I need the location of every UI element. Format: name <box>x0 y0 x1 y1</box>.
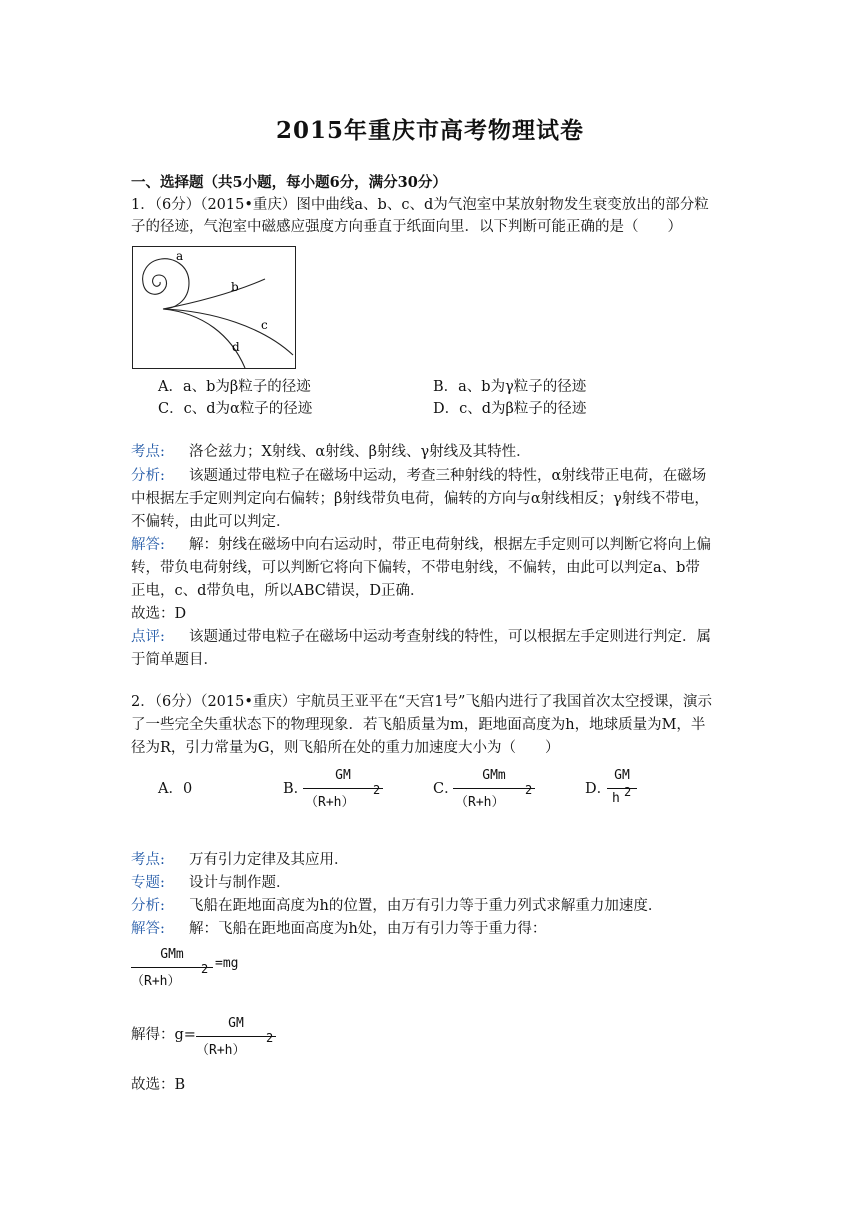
q1-option-d: D．c、d为β粒子的径迹 <box>433 401 587 417</box>
fraction-bar <box>453 788 535 789</box>
q1-figure <box>132 246 296 369</box>
q1-jieda-1 <box>131 534 711 556</box>
q2-fenxi-text: 飞船在距地面高度为h的位置，由万有引力等于重力列式求解重力加速度． <box>189 898 663 914</box>
q1-stem-line-2: 子的径迹，气泡室中磁感应强度方向垂直于纸面向里．以下判断可能正确的是（ ） <box>131 219 682 235</box>
fraction-bar <box>196 1036 276 1037</box>
q2-answer: 故选：B <box>131 1077 186 1093</box>
label-b: b <box>231 280 239 294</box>
q1-jieda-text-1: 解：射线在磁场中向右运动时，带正电荷射线，根据左手定则可以判断它将向上偏 <box>189 537 711 553</box>
fenxi-tag: 分析: <box>131 468 165 484</box>
jieda-tag: 解答: <box>131 921 165 937</box>
fraction-numerator: GM <box>614 768 630 783</box>
fraction-denominator: （R+h） <box>196 1043 246 1058</box>
fraction-bar <box>607 788 637 789</box>
track-c <box>163 309 293 355</box>
section-heading: 一、选择题（共5小题，每小题6分，满分30分） <box>131 174 447 191</box>
q1-stem-line-1: 1．（6分）（2015•重庆）图中曲线a、b、c、d为气泡室中某放射物发生衰变放出的部分粒 <box>131 197 709 213</box>
particle-tracks-diagram <box>133 247 295 368</box>
page-title: 2015年重庆市高考物理试卷 <box>275 117 584 144</box>
q2-kaodian <box>131 849 349 871</box>
q1-kaodian-text: 洛仑兹力；X射线、α射线、β射线、γ射线及其特性． <box>189 444 531 460</box>
fraction-numerator: GM <box>228 1016 244 1031</box>
q2-stem-line-3: 径为R，引力常量为G，则飞船所在处的重力加速度大小为（ ） <box>131 740 560 756</box>
q1-fenxi-1 <box>131 465 706 487</box>
q1-jieda-3: 正电，c、d带负电，所以ABC错误，D正确． <box>131 583 425 599</box>
fenxi-tag: 分析: <box>131 898 165 914</box>
exponent: 2 <box>373 783 381 797</box>
kaodian-tag: 考点: <box>131 444 165 460</box>
q2-jieda <box>131 918 546 940</box>
track-d <box>163 309 245 368</box>
q1-jieda-2: 转，带负电荷射线，可以判断它将向下偏转，不带电射线，不偏转，由此可以判定a、b带 <box>131 560 700 576</box>
q1-dianping-text-1: 该题通过带电粒子在磁场中运动考查射线的特性，可以根据左手定则进行判定．属 <box>189 629 711 645</box>
q2-kaodian-text: 万有引力定律及其应用． <box>189 852 349 868</box>
q1-dianping-1 <box>131 626 711 648</box>
q2-zhuanti <box>131 872 291 894</box>
q1-fenxi-text-1: 该题通过带电粒子在磁场中运动，考查三种射线的特性，α射线带正电荷，在磁场 <box>189 468 707 484</box>
exponent: 2 <box>266 1031 274 1045</box>
jieda-tag: 解答: <box>131 537 165 553</box>
q1-fenxi-3: 不偏转，由此可以判定． <box>131 514 291 530</box>
fraction-denominator: h <box>612 791 620 806</box>
q1-option-a: A．a、b为β粒子的径迹 <box>158 379 311 395</box>
q2-option-b-label: B． <box>283 781 309 797</box>
q2-option-c-label: C． <box>433 781 459 797</box>
q1-fenxi-2: 中根据左手定则判定向右偏转；β射线带负电荷，偏转的方向与α射线相反；γ射线不带电， <box>131 491 709 507</box>
q2-stem-line-1: 2．（6分）（2015•重庆）宇航员王亚平在“天宫1号”飞船内进行了我国首次太空授课，演示 <box>131 694 712 710</box>
q1-option-b: B．a、b为γ粒子的径迹 <box>433 379 587 395</box>
label-c: c <box>261 318 268 332</box>
q1-kaodian <box>131 441 531 463</box>
q2-option-d-label: D． <box>585 781 612 797</box>
q2-solve-label: 解得：g= <box>131 1027 196 1043</box>
fraction-denominator: （R+h） <box>455 795 505 810</box>
q2-fenxi <box>131 895 662 917</box>
fraction-numerator: GMm <box>482 768 506 783</box>
q1-answer: 故选：D <box>131 606 187 622</box>
fraction-bar <box>303 788 383 789</box>
q2-option-b-fraction <box>303 768 383 810</box>
dianping-tag: 点评: <box>131 629 165 645</box>
q2-option-a: A．0 <box>158 781 193 797</box>
q2-option-d-fraction <box>607 768 637 810</box>
exponent: 2 <box>624 785 632 799</box>
q2-option-c-fraction <box>453 768 535 810</box>
q1-dianping-2: 于简单题目． <box>131 652 218 668</box>
exponent: 2 <box>201 962 209 976</box>
zhuanti-tag: 专题: <box>131 875 165 891</box>
fraction-denominator: （R+h） <box>131 974 181 989</box>
q2-jieda-text: 解：飞船在距地面高度为h处，由万有引力等于重力得： <box>189 921 547 937</box>
equation-rhs: =mg <box>215 956 239 971</box>
fraction-numerator: GM <box>335 768 351 783</box>
fraction-numerator: GMm <box>160 947 184 962</box>
kaodian-tag: 考点: <box>131 852 165 868</box>
label-a: a <box>176 249 184 263</box>
q1-option-c: C．c、d为α粒子的径迹 <box>158 401 313 417</box>
q2-equation-1 <box>131 947 239 993</box>
exponent: 2 <box>525 783 533 797</box>
q2-stem-line-2: 了一些完全失重状态下的物理现象．若飞船质量为m，距地面高度为h，地球质量为M，半 <box>131 717 706 733</box>
track-a <box>143 259 189 309</box>
q2-zhuanti-text: 设计与制作题． <box>189 875 291 891</box>
label-d: d <box>232 340 240 354</box>
q2-equation-2 <box>196 1016 276 1062</box>
fraction-denominator: （R+h） <box>305 795 355 810</box>
